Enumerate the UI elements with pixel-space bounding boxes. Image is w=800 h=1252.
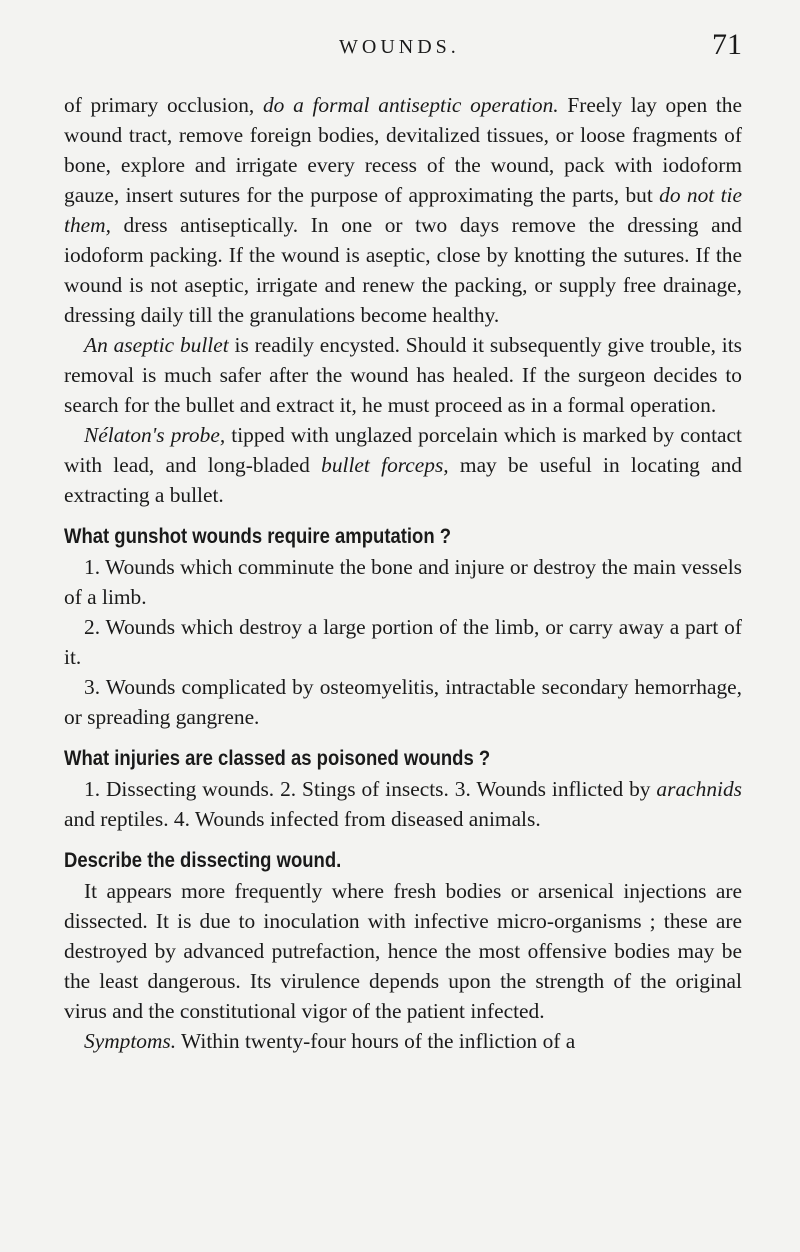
paragraph-symptoms [64,1026,742,1056]
text-run: may be useful in locating and extracting a bullet. [64,453,742,507]
text-run: Within twenty-four hours of the infliction of a [176,1029,576,1053]
body-text [64,90,742,1056]
text-run: Freely lay open the wound tract, remove foreign bodies, devitalized tissues, or loose fragments of bone, explore and irrigate every recess of the wound, pack with iodoform gauze, insert sutures for the purpose of approximating the parts, but [64,93,742,207]
question-heading-dissecting-wound: Describe the dissecting wound. [64,849,342,872]
running-title: WOUNDS. [339,36,460,58]
paragraph-primary-occlusion [64,90,742,330]
paragraph-dissecting-wound: It appears more frequently where fresh bodies or arsenical injections are dissected. It is due to inoculation with infective micro-organisms ; these are destroyed by advanced putrefaction, hence the most offensive bodies may be the least dangerous. Its virulence depends upon the strength of the original virus and the constitutional vigor of the patient infected. [64,879,742,1023]
emphasis-nelaton-probe: Nélaton's probe, [84,423,226,447]
text-run: dress antiseptically. In one or two days remove the dressing and iodoform packing. If the wound is aseptic, close by knotting the sutures. If the wound is not aseptic, irrigate and renew the packing, or supply free drainage, dressing daily till the granulations become healthy. [64,213,742,327]
emphasis-arachnids: arachnids [656,777,742,801]
emphasis-aseptic-bullet: An aseptic bullet [84,333,229,357]
text-run: and reptiles. 4. Wounds infected from diseased animals. [64,807,541,831]
running-head [64,28,742,68]
list-item: 1. Wounds which comminute the bone and injure or destroy the main vessels of a limb. [64,555,742,609]
emphasis-symptoms: Symptoms. [84,1029,177,1053]
question-heading-poisoned-wounds: What injuries are classed as poisoned wounds ? [64,747,491,770]
list-item: 2. Wounds which destroy a large portion of the limb, or carry away a part of it. [64,615,742,669]
paragraph-aseptic-bullet [64,330,742,420]
text-run: of primary occlusion, [64,93,263,117]
text-run: tipped with unglazed porcelain which is marked by contact with lead, and long-bladed [64,423,742,477]
emphasis-bullet-forceps: bullet forceps, [321,453,449,477]
question-heading-amputation: What gunshot wounds require amputation ? [64,525,452,548]
paragraph-poisoned-wounds [64,774,742,834]
page-number: 71 [712,28,742,61]
text-run: is readily encysted. Should it subsequently give trouble, its removal is much safer after the wound has healed. If the surgeon decides to search for the bullet and extract it, he must proceed as in a formal operation. [64,333,742,417]
emphasis-formal-operation: do a formal antiseptic operation. [262,93,559,117]
list-item: 3. Wounds complicated by osteomyelitis, intractable secondary hemorrhage, or spreading gangrene. [64,675,742,729]
emphasis-do-not-tie: do not tie them, [64,183,742,237]
paragraph-nelaton-probe [64,420,742,510]
text-run: 1. Dissecting wounds. 2. Stings of insects. 3. Wounds inflicted by [84,777,657,801]
